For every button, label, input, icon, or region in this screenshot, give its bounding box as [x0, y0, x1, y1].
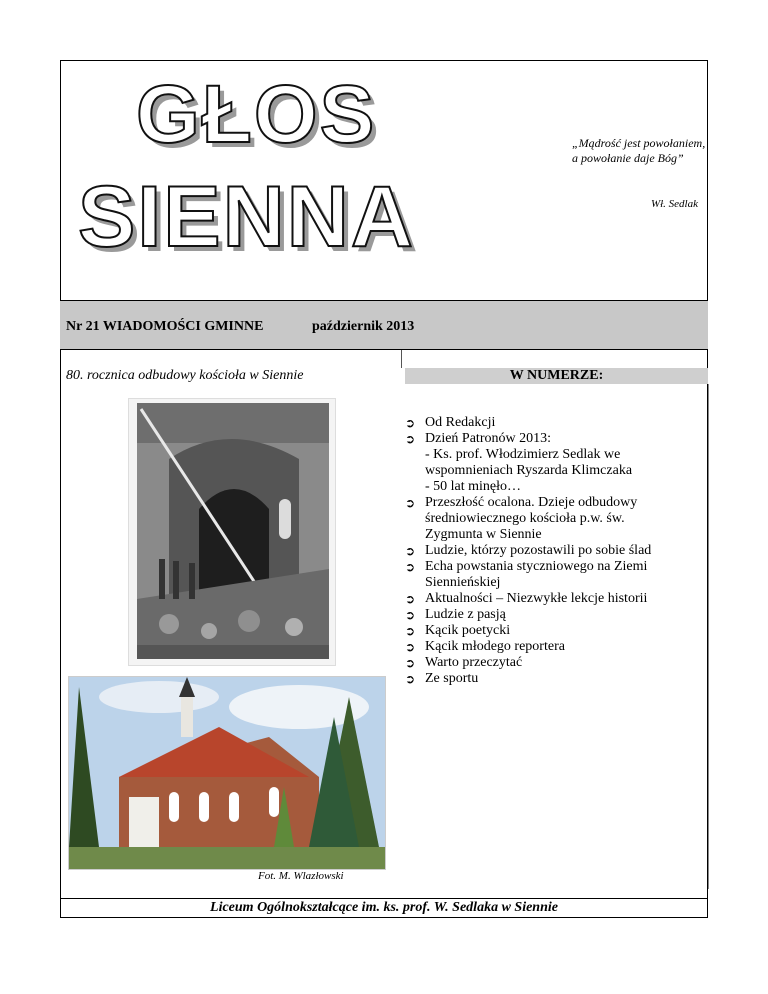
toc-item	[405, 607, 700, 623]
toc-item	[405, 415, 700, 431]
curved-arrow-bullet-icon: ➲	[405, 592, 416, 606]
masthead-title-sienna: SIENNA	[78, 169, 415, 265]
toc-item-text: Od Redakcji	[425, 415, 496, 430]
toc-item-text: Echa powstania styczniowego na Ziemi	[425, 559, 648, 574]
toc-item	[405, 591, 700, 607]
toc-item	[405, 655, 700, 671]
toc-header: W NUMERZE:	[405, 368, 708, 384]
toc-item-text: Kącik młodego reportera	[425, 639, 565, 654]
toc-item-continuation	[405, 527, 700, 543]
toc-item-text: Kącik poetycki	[425, 623, 511, 638]
toc-item	[405, 495, 700, 511]
masthead-title-glos: GŁOS	[136, 69, 377, 160]
curved-arrow-bullet-icon: ➲	[405, 672, 416, 686]
curved-arrow-bullet-icon: ➲	[405, 496, 416, 510]
curved-arrow-bullet-icon: ➲	[405, 544, 416, 558]
church-photo	[68, 676, 386, 870]
toc-column-edge	[708, 384, 709, 889]
toc-item-continuation	[405, 511, 700, 527]
toc-item-text: - 50 lat minęło…	[425, 479, 522, 494]
toc-item	[405, 623, 700, 639]
toc-item-text: Zygmunta w Siennie	[425, 527, 542, 542]
toc-item-continuation	[405, 575, 700, 591]
footer-school-name: Liceum Ogólnokształcące im. ks. prof. W. Sedlaka w Siennie	[60, 898, 708, 918]
curved-arrow-bullet-icon: ➲	[405, 608, 416, 622]
toc-item-continuation	[405, 447, 700, 463]
motto	[572, 136, 705, 166]
ruined-church-photo	[128, 398, 336, 666]
toc-item-text: Dzień Patronów 2013:	[425, 431, 551, 446]
column-divider	[401, 350, 402, 368]
ruined-church-drawing	[129, 399, 335, 665]
toc-item	[405, 431, 700, 447]
toc-item-text: Ludzie, którzy pozostawili po sobie ślad	[425, 543, 652, 558]
curved-arrow-bullet-icon: ➲	[405, 640, 416, 654]
issue-date: październik 2013	[312, 319, 415, 334]
issue-number: Nr 21 WIADOMOŚCI GMINNE	[66, 319, 264, 334]
feature-caption: 80. rocznica odbudowy kościoła w Siennie	[66, 368, 304, 383]
toc-item	[405, 671, 700, 687]
masthead	[60, 60, 708, 300]
toc-item	[405, 639, 700, 655]
issue-bar	[60, 300, 708, 350]
motto-line-1: „Mądrość jest powołaniem,	[572, 136, 706, 150]
toc-item	[405, 543, 700, 559]
curved-arrow-bullet-icon: ➲	[405, 560, 416, 574]
toc-item-text: wspomnieniach Ryszarda Klimczaka	[425, 463, 633, 478]
motto-line-2: a powołanie daje Bóg”	[572, 151, 684, 165]
curved-arrow-bullet-icon: ➲	[405, 432, 416, 446]
church-drawing	[69, 677, 385, 869]
table-of-contents	[405, 415, 700, 687]
photo-credit: Fot. M. Wlazłowski	[258, 870, 344, 882]
toc-item-text: Siennieńskiej	[425, 575, 501, 590]
toc-item-text: Przeszłość ocalona. Dzieje odbudowy	[425, 495, 638, 510]
toc-item-text: - Ks. prof. Włodzimierz Sedlak we	[425, 447, 621, 462]
curved-arrow-bullet-icon: ➲	[405, 656, 416, 670]
toc-item-text: Aktualności – Niezwykłe lekcje historii	[425, 591, 648, 606]
toc-item-text: średniowiecznego kościoła p.w. św.	[425, 511, 625, 526]
curved-arrow-bullet-icon: ➲	[405, 416, 416, 430]
toc-item	[405, 559, 700, 575]
toc-item-continuation	[405, 463, 700, 479]
motto-author: Wł. Sedlak	[650, 198, 698, 210]
toc-item-continuation	[405, 479, 700, 495]
toc-item-text: Ze sportu	[425, 671, 479, 686]
curved-arrow-bullet-icon: ➲	[405, 624, 416, 638]
toc-item-text: Ludzie z pasją	[425, 607, 506, 622]
toc-item-text: Warto przeczytać	[425, 655, 523, 670]
